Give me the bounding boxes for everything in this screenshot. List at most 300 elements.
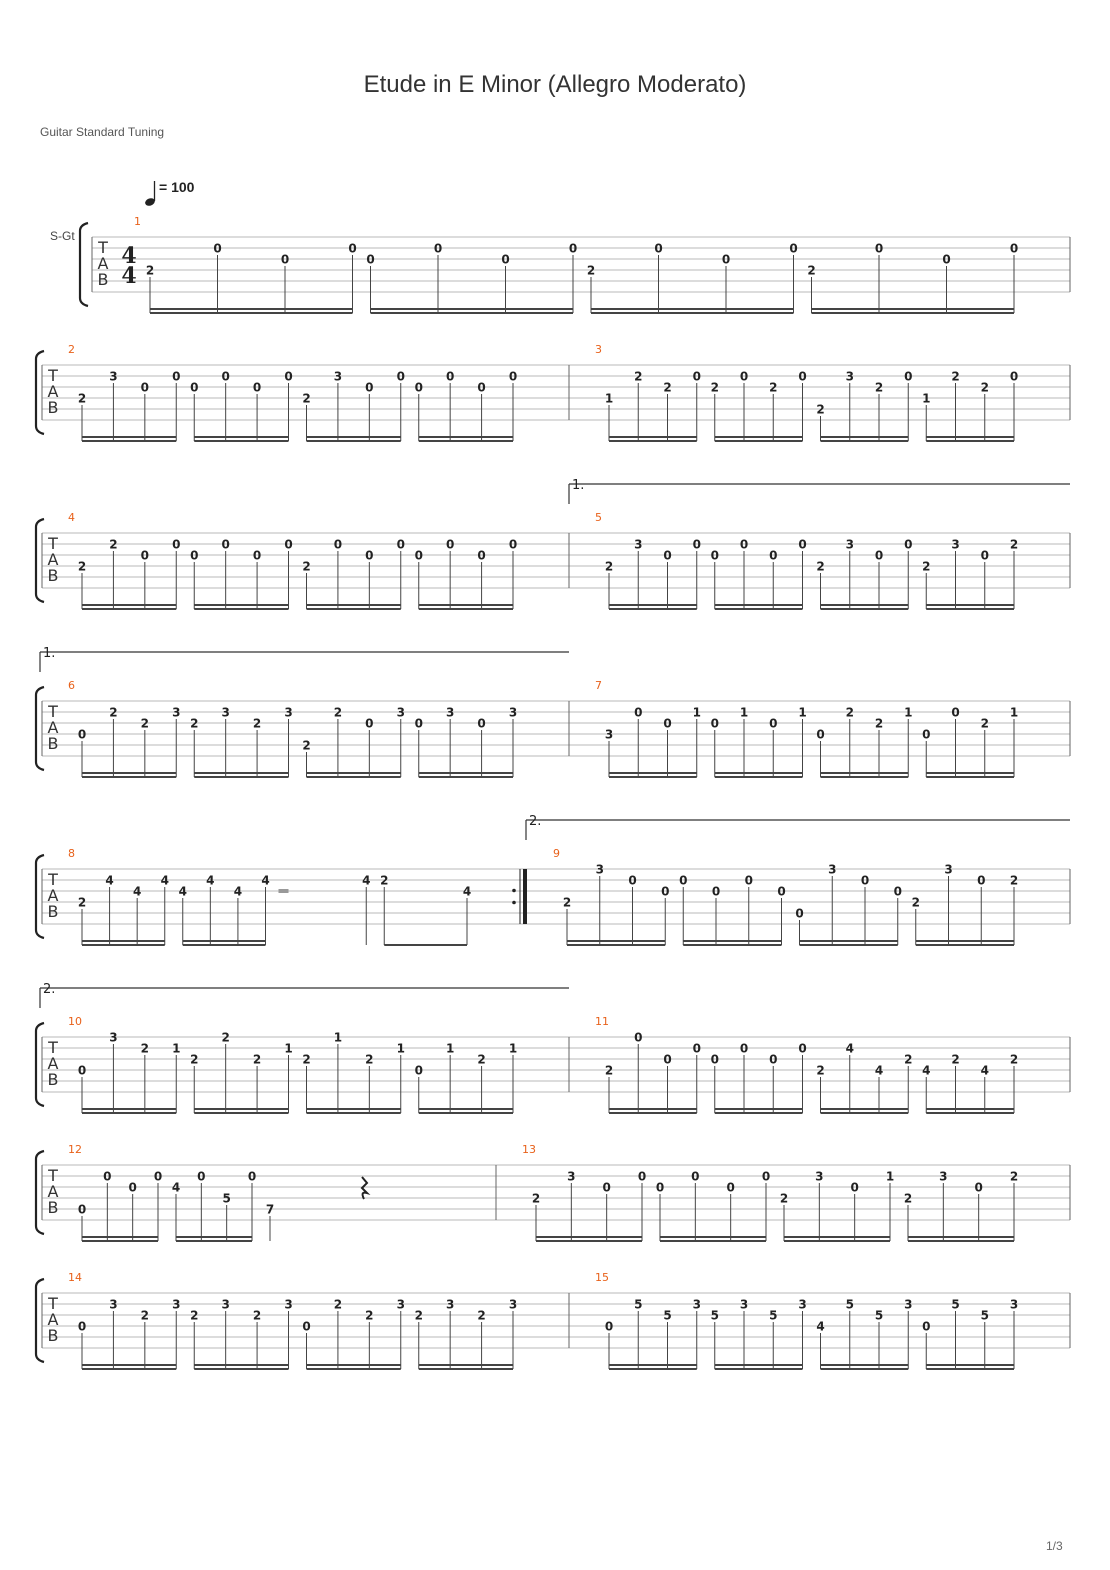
fret-number: 0 xyxy=(604,1319,614,1334)
fret-number: 3 xyxy=(333,369,343,384)
fret-number: 0 xyxy=(904,537,913,552)
system-bracket xyxy=(36,1279,44,1362)
fret-number: 1 xyxy=(798,705,807,720)
system-bracket xyxy=(36,519,44,602)
fret-number: 5 xyxy=(634,1297,643,1312)
fret-number: 0 xyxy=(634,1030,643,1045)
fret-number: 0 xyxy=(710,716,719,731)
fret-number: 0 xyxy=(477,380,486,395)
fret-number: 2 xyxy=(922,559,931,574)
fret-number: 2 xyxy=(77,391,87,406)
measure-number: 15 xyxy=(595,1271,609,1284)
fret-number: 1 xyxy=(172,1041,181,1056)
fret-number: 2 xyxy=(140,1308,150,1323)
fret-number: 0 xyxy=(663,548,672,563)
fret-number: 0 xyxy=(922,1319,931,1334)
tab-clef-letter: B xyxy=(97,270,109,289)
fret-number: 0 xyxy=(77,1202,87,1217)
fret-number: 2 xyxy=(365,1308,374,1323)
fret-number: 0 xyxy=(769,548,778,563)
measure-number: 13 xyxy=(522,1143,536,1156)
fret-number: 0 xyxy=(172,369,181,384)
tab-clef-letter: A xyxy=(47,382,59,401)
fret-number: 0 xyxy=(414,548,423,563)
tab-clef-letter: B xyxy=(47,1326,59,1345)
fret-number: 1 xyxy=(445,1041,455,1056)
fret-number: 2 xyxy=(221,1030,230,1045)
fret-number: 0 xyxy=(942,252,951,267)
fret-number: 0 xyxy=(333,537,343,552)
fret-number: 0 xyxy=(302,1319,311,1334)
fret-number: 2 xyxy=(1009,1052,1019,1067)
fret-number: 3 xyxy=(445,1297,455,1312)
fret-number: 1 xyxy=(739,705,749,720)
fret-number: 1 xyxy=(1009,705,1019,720)
fret-number: 3 xyxy=(951,537,960,552)
fret-number: 4 xyxy=(462,884,472,899)
fret-number: 5 xyxy=(710,1308,719,1323)
fret-number: 3 xyxy=(109,369,118,384)
fret-number: 2 xyxy=(980,380,989,395)
fret-number: 0 xyxy=(568,241,578,256)
fret-number: 2 xyxy=(980,716,989,731)
fret-number: 0 xyxy=(445,369,455,384)
fret-number: 0 xyxy=(769,716,778,731)
fret-number: 2 xyxy=(414,1308,423,1323)
fret-number: 1 xyxy=(508,1041,518,1056)
fret-number: 4 xyxy=(261,873,270,888)
fret-number: 0 xyxy=(744,873,753,888)
fret-number: 0 xyxy=(798,537,807,552)
quarter-rest-icon xyxy=(362,1177,367,1199)
tab-clef-letter: A xyxy=(47,718,59,737)
fret-number: 3 xyxy=(221,705,230,720)
measure-number: 10 xyxy=(68,1015,82,1028)
fret-number: 0 xyxy=(365,548,374,563)
fret-number: 3 xyxy=(172,705,181,720)
fret-number: 2 xyxy=(904,1052,913,1067)
time-signature-denominator: 4 xyxy=(121,263,137,289)
fret-number: 0 xyxy=(128,1180,137,1195)
fret-number: 0 xyxy=(602,1180,611,1195)
fret-number: 0 xyxy=(663,716,672,731)
fret-number: 0 xyxy=(247,1169,257,1184)
volta-bracket xyxy=(40,982,569,1008)
fret-number: 0 xyxy=(414,380,423,395)
fret-number: 0 xyxy=(679,873,688,888)
fret-number: 0 xyxy=(280,252,290,267)
tab-clef-letter: T xyxy=(48,1166,58,1185)
fret-number: 1 xyxy=(692,705,701,720)
fret-number: 2 xyxy=(77,895,87,910)
fret-number: 2 xyxy=(190,716,199,731)
fret-number: 0 xyxy=(252,548,262,563)
tab-clef-letter: A xyxy=(47,1182,59,1201)
fret-number: 0 xyxy=(140,548,150,563)
fret-number: 0 xyxy=(197,1169,206,1184)
fret-number: 3 xyxy=(396,705,405,720)
fret-number: 0 xyxy=(433,241,443,256)
fret-number: 2 xyxy=(190,1052,199,1067)
tab-clef-letter: B xyxy=(47,902,59,921)
fret-number: 2 xyxy=(1009,1169,1019,1184)
tab-clef-letter: A xyxy=(47,886,59,905)
fret-number: 3 xyxy=(221,1297,230,1312)
fret-number: 2 xyxy=(604,1063,614,1078)
system-bracket xyxy=(36,855,44,938)
fret-number: 0 xyxy=(816,727,825,742)
fret-number: 2 xyxy=(663,380,672,395)
fret-number: 0 xyxy=(190,380,199,395)
volta-label: 2. xyxy=(529,814,542,829)
fret-number: 1 xyxy=(922,391,931,406)
tab-clef-letter: T xyxy=(48,870,58,889)
fret-number: 3 xyxy=(595,862,604,877)
tab-clef-letter: B xyxy=(47,1198,59,1217)
fret-number: 0 xyxy=(628,873,637,888)
fret-number: 0 xyxy=(284,537,293,552)
time-signature-numerator: 4 xyxy=(121,243,137,269)
fret-number: 2 xyxy=(252,1052,262,1067)
fret-number: 2 xyxy=(380,873,389,888)
fret-number: 0 xyxy=(445,537,455,552)
fret-number: 2 xyxy=(874,716,884,731)
system-bracket xyxy=(36,687,44,770)
fret-number: 0 xyxy=(661,884,670,899)
tab-clef-letter: T xyxy=(48,1038,58,1057)
fret-number: 0 xyxy=(508,537,518,552)
fret-number: 3 xyxy=(604,727,614,742)
fret-number: 0 xyxy=(692,369,701,384)
fret-number: 0 xyxy=(366,252,375,267)
fret-number: 0 xyxy=(850,1180,859,1195)
system-bracket xyxy=(36,351,44,434)
tab-system xyxy=(36,847,1070,945)
tab-clef-letter: B xyxy=(47,398,59,417)
measure-number: 5 xyxy=(595,511,602,524)
fret-number: 2 xyxy=(531,1191,541,1206)
fret-number: 0 xyxy=(974,1180,983,1195)
fret-number: 3 xyxy=(828,862,837,877)
fret-number: 0 xyxy=(874,241,884,256)
fret-number: 0 xyxy=(721,252,731,267)
fret-number: 3 xyxy=(172,1297,181,1312)
tab-clef-letter: A xyxy=(47,1054,59,1073)
repeat-dot xyxy=(512,901,516,905)
fret-number: 0 xyxy=(922,727,931,742)
fret-number: 4 xyxy=(160,873,169,888)
fret-number: 4 xyxy=(171,1180,181,1195)
fret-number: 2 xyxy=(477,1308,486,1323)
fret-number: 0 xyxy=(980,548,989,563)
fret-number: 4 xyxy=(178,884,187,899)
fret-number: 0 xyxy=(977,873,986,888)
fret-number: 0 xyxy=(213,241,222,256)
fret-number: 0 xyxy=(1009,369,1019,384)
repeat-barline-thick xyxy=(523,869,527,924)
fret-number: 3 xyxy=(944,862,953,877)
fret-number: 2 xyxy=(1009,873,1019,888)
fret-number: 1 xyxy=(885,1169,895,1184)
fret-number: 5 xyxy=(874,1308,884,1323)
fret-number: 0 xyxy=(221,369,230,384)
fret-number: 2 xyxy=(302,1052,311,1067)
fret-number: 0 xyxy=(904,369,913,384)
fret-number: 0 xyxy=(77,1063,87,1078)
fret-number: 2 xyxy=(190,1308,199,1323)
fret-number: 0 xyxy=(190,548,199,563)
fret-number: 5 xyxy=(951,1297,960,1312)
fret-number: 2 xyxy=(140,1041,150,1056)
fret-number: 3 xyxy=(634,537,643,552)
fret-number: 2 xyxy=(903,1191,913,1206)
fret-number: 2 xyxy=(816,1063,825,1078)
fret-number: 3 xyxy=(445,705,455,720)
volta-bracket xyxy=(526,814,1070,840)
fret-number: 0 xyxy=(711,884,721,899)
fret-number: 2 xyxy=(333,1297,343,1312)
fret-number: 0 xyxy=(103,1169,112,1184)
fret-number: 3 xyxy=(508,705,518,720)
eighth-rest-icon xyxy=(279,889,289,893)
fret-number: 2 xyxy=(951,1052,960,1067)
repeat-dot xyxy=(512,889,516,893)
fret-number: 0 xyxy=(739,537,749,552)
quarter-note-icon xyxy=(144,181,156,207)
fret-number: 4 xyxy=(132,884,142,899)
fret-number: 0 xyxy=(769,1052,778,1067)
fret-number: 0 xyxy=(477,716,486,731)
fret-number: 4 xyxy=(816,1319,825,1334)
tab-system xyxy=(36,343,1070,441)
fret-number: 5 xyxy=(222,1191,231,1206)
volta-label: 1. xyxy=(43,646,56,661)
fret-number: 3 xyxy=(798,1297,807,1312)
fret-number: 0 xyxy=(795,906,804,921)
tab-system xyxy=(36,1143,1070,1241)
fret-number: 0 xyxy=(798,369,807,384)
fret-number: 0 xyxy=(798,1041,807,1056)
fret-number: 2 xyxy=(911,895,920,910)
fret-number: 0 xyxy=(874,548,884,563)
fret-number: 2 xyxy=(477,1052,486,1067)
fret-number: 0 xyxy=(789,241,798,256)
fret-number: 0 xyxy=(777,884,786,899)
measure-number: 9 xyxy=(553,847,560,860)
fret-number: 0 xyxy=(501,252,510,267)
fret-number: 0 xyxy=(77,727,87,742)
system-bracket xyxy=(36,1023,44,1106)
fret-number: 2 xyxy=(302,391,311,406)
measure-number: 12 xyxy=(68,1143,82,1156)
fret-number: 7 xyxy=(265,1202,275,1217)
fret-number: 2 xyxy=(109,705,118,720)
fret-number: 2 xyxy=(634,369,643,384)
fret-number: 0 xyxy=(860,873,870,888)
fret-number: 1 xyxy=(333,1030,343,1045)
page-number: 1/3 xyxy=(1046,1539,1063,1553)
fret-number: 3 xyxy=(508,1297,518,1312)
fret-number: 0 xyxy=(365,716,374,731)
fret-number: 3 xyxy=(939,1169,948,1184)
fret-number: 2 xyxy=(604,559,614,574)
fret-number: 0 xyxy=(634,705,643,720)
tab-system xyxy=(36,1271,1070,1369)
tab-clef-letter: T xyxy=(48,1294,58,1313)
fret-number: 3 xyxy=(396,1297,405,1312)
fret-number: 0 xyxy=(951,705,960,720)
fret-number: 3 xyxy=(284,1297,293,1312)
fret-number: 0 xyxy=(172,537,181,552)
tab-clef-letter: A xyxy=(47,1310,59,1329)
tab-system xyxy=(36,1015,1070,1113)
fret-number: 5 xyxy=(845,1297,854,1312)
fret-number: 0 xyxy=(739,1041,749,1056)
fret-number: 2 xyxy=(769,380,778,395)
fret-number: 2 xyxy=(779,1191,789,1206)
fret-number: 2 xyxy=(586,263,596,278)
fret-number: 0 xyxy=(893,884,902,899)
fret-number: 0 xyxy=(761,1169,771,1184)
fret-number: 2 xyxy=(365,1052,374,1067)
fret-number: 2 xyxy=(951,369,960,384)
fret-number: 4 xyxy=(874,1063,884,1078)
fret-number: 0 xyxy=(691,1169,700,1184)
measure-number: 4 xyxy=(68,511,75,524)
fret-number: 0 xyxy=(77,1319,87,1334)
fret-number: 0 xyxy=(348,241,357,256)
fret-number: 3 xyxy=(904,1297,913,1312)
fret-number: 4 xyxy=(233,884,243,899)
fret-number: 2 xyxy=(816,402,825,417)
volta-bracket xyxy=(569,478,1070,504)
fret-number: 3 xyxy=(845,369,854,384)
fret-number: 0 xyxy=(1009,241,1019,256)
system-bracket xyxy=(80,223,88,306)
tab-clef-letter: B xyxy=(47,734,59,753)
tab-clef-letter: B xyxy=(47,1070,59,1089)
tuning-label: Guitar Standard Tuning xyxy=(40,125,165,139)
fret-number: 0 xyxy=(414,716,423,731)
measure-number: 14 xyxy=(68,1271,82,1284)
fret-number: 2 xyxy=(252,1308,262,1323)
measure-number: 2 xyxy=(68,343,75,356)
fret-number: 2 xyxy=(109,537,118,552)
measure-number: 1 xyxy=(134,215,141,228)
fret-number: 2 xyxy=(77,559,87,574)
system-bracket xyxy=(36,1151,44,1234)
tab-system xyxy=(36,679,1070,777)
volta-bracket xyxy=(40,646,569,672)
page-title: Etude in E Minor (Allegro Moderato) xyxy=(363,71,747,98)
fret-number: 0 xyxy=(284,369,293,384)
fret-number: 2 xyxy=(1009,537,1019,552)
fret-number: 2 xyxy=(333,705,343,720)
fret-number: 2 xyxy=(816,559,825,574)
measure-number: 6 xyxy=(68,679,75,692)
fret-number: 2 xyxy=(807,263,816,278)
fret-number: 2 xyxy=(302,559,311,574)
measure-number: 3 xyxy=(595,343,602,356)
fret-number: 3 xyxy=(692,1297,701,1312)
fret-number: 1 xyxy=(904,705,913,720)
fret-number: 4 xyxy=(980,1063,989,1078)
fret-number: 4 xyxy=(922,1063,931,1078)
tab-clef-letter: T xyxy=(48,534,58,553)
tab-clef-letter: T xyxy=(48,702,58,721)
fret-number: 0 xyxy=(710,1052,719,1067)
fret-number: 2 xyxy=(302,738,311,753)
fret-number: 3 xyxy=(845,537,854,552)
fret-number: 1 xyxy=(396,1041,405,1056)
fret-number: 0 xyxy=(508,369,518,384)
fret-number: 2 xyxy=(145,263,155,278)
tab-clef-letter: B xyxy=(47,566,59,585)
fret-number: 0 xyxy=(726,1180,735,1195)
instrument-label: S-Gt xyxy=(50,229,75,243)
fret-number: 0 xyxy=(637,1169,647,1184)
fret-number: 0 xyxy=(153,1169,163,1184)
fret-number: 2 xyxy=(874,380,884,395)
fret-number: 3 xyxy=(284,705,293,720)
fret-number: 2 xyxy=(140,716,150,731)
measure-number: 7 xyxy=(595,679,602,692)
fret-number: 0 xyxy=(414,1063,423,1078)
fret-number: 0 xyxy=(221,537,230,552)
volta-label: 2. xyxy=(43,982,56,997)
fret-number: 3 xyxy=(1009,1297,1019,1312)
fret-number: 4 xyxy=(362,873,371,888)
fret-number: 0 xyxy=(477,548,486,563)
tab-system xyxy=(36,511,1070,609)
fret-number: 4 xyxy=(206,873,215,888)
tab-system xyxy=(80,215,1070,313)
fret-number: 0 xyxy=(365,380,374,395)
fret-number: 0 xyxy=(140,380,150,395)
fret-number: 2 xyxy=(845,705,854,720)
fret-number: 0 xyxy=(655,1180,665,1195)
fret-number: 0 xyxy=(692,537,701,552)
tab-clef-letter: T xyxy=(48,366,58,385)
fret-number: 0 xyxy=(396,537,405,552)
fret-number: 0 xyxy=(692,1041,701,1056)
fret-number: 0 xyxy=(252,380,262,395)
fret-number: 2 xyxy=(710,380,719,395)
fret-number: 3 xyxy=(815,1169,824,1184)
fret-number: 0 xyxy=(663,1052,672,1067)
measure-number: 11 xyxy=(595,1015,609,1028)
fret-number: 5 xyxy=(769,1308,778,1323)
fret-number: 0 xyxy=(739,369,749,384)
fret-number: 0 xyxy=(654,241,663,256)
fret-number: 1 xyxy=(284,1041,293,1056)
fret-number: 4 xyxy=(845,1041,854,1056)
tab-clef-letter: T xyxy=(98,238,108,257)
fret-number: 3 xyxy=(739,1297,749,1312)
fret-number: 4 xyxy=(105,873,114,888)
fret-number: 5 xyxy=(980,1308,989,1323)
fret-number: 1 xyxy=(604,391,614,406)
tempo-marking: = 100 xyxy=(159,179,195,195)
fret-number: 2 xyxy=(252,716,262,731)
fret-number: 0 xyxy=(396,369,405,384)
fret-number: 3 xyxy=(109,1030,118,1045)
fret-number: 5 xyxy=(663,1308,672,1323)
tab-clef-letter: A xyxy=(47,550,59,569)
measure-number: 8 xyxy=(68,847,75,860)
tab-clef-letter: A xyxy=(97,254,109,273)
fret-number: 2 xyxy=(562,895,572,910)
